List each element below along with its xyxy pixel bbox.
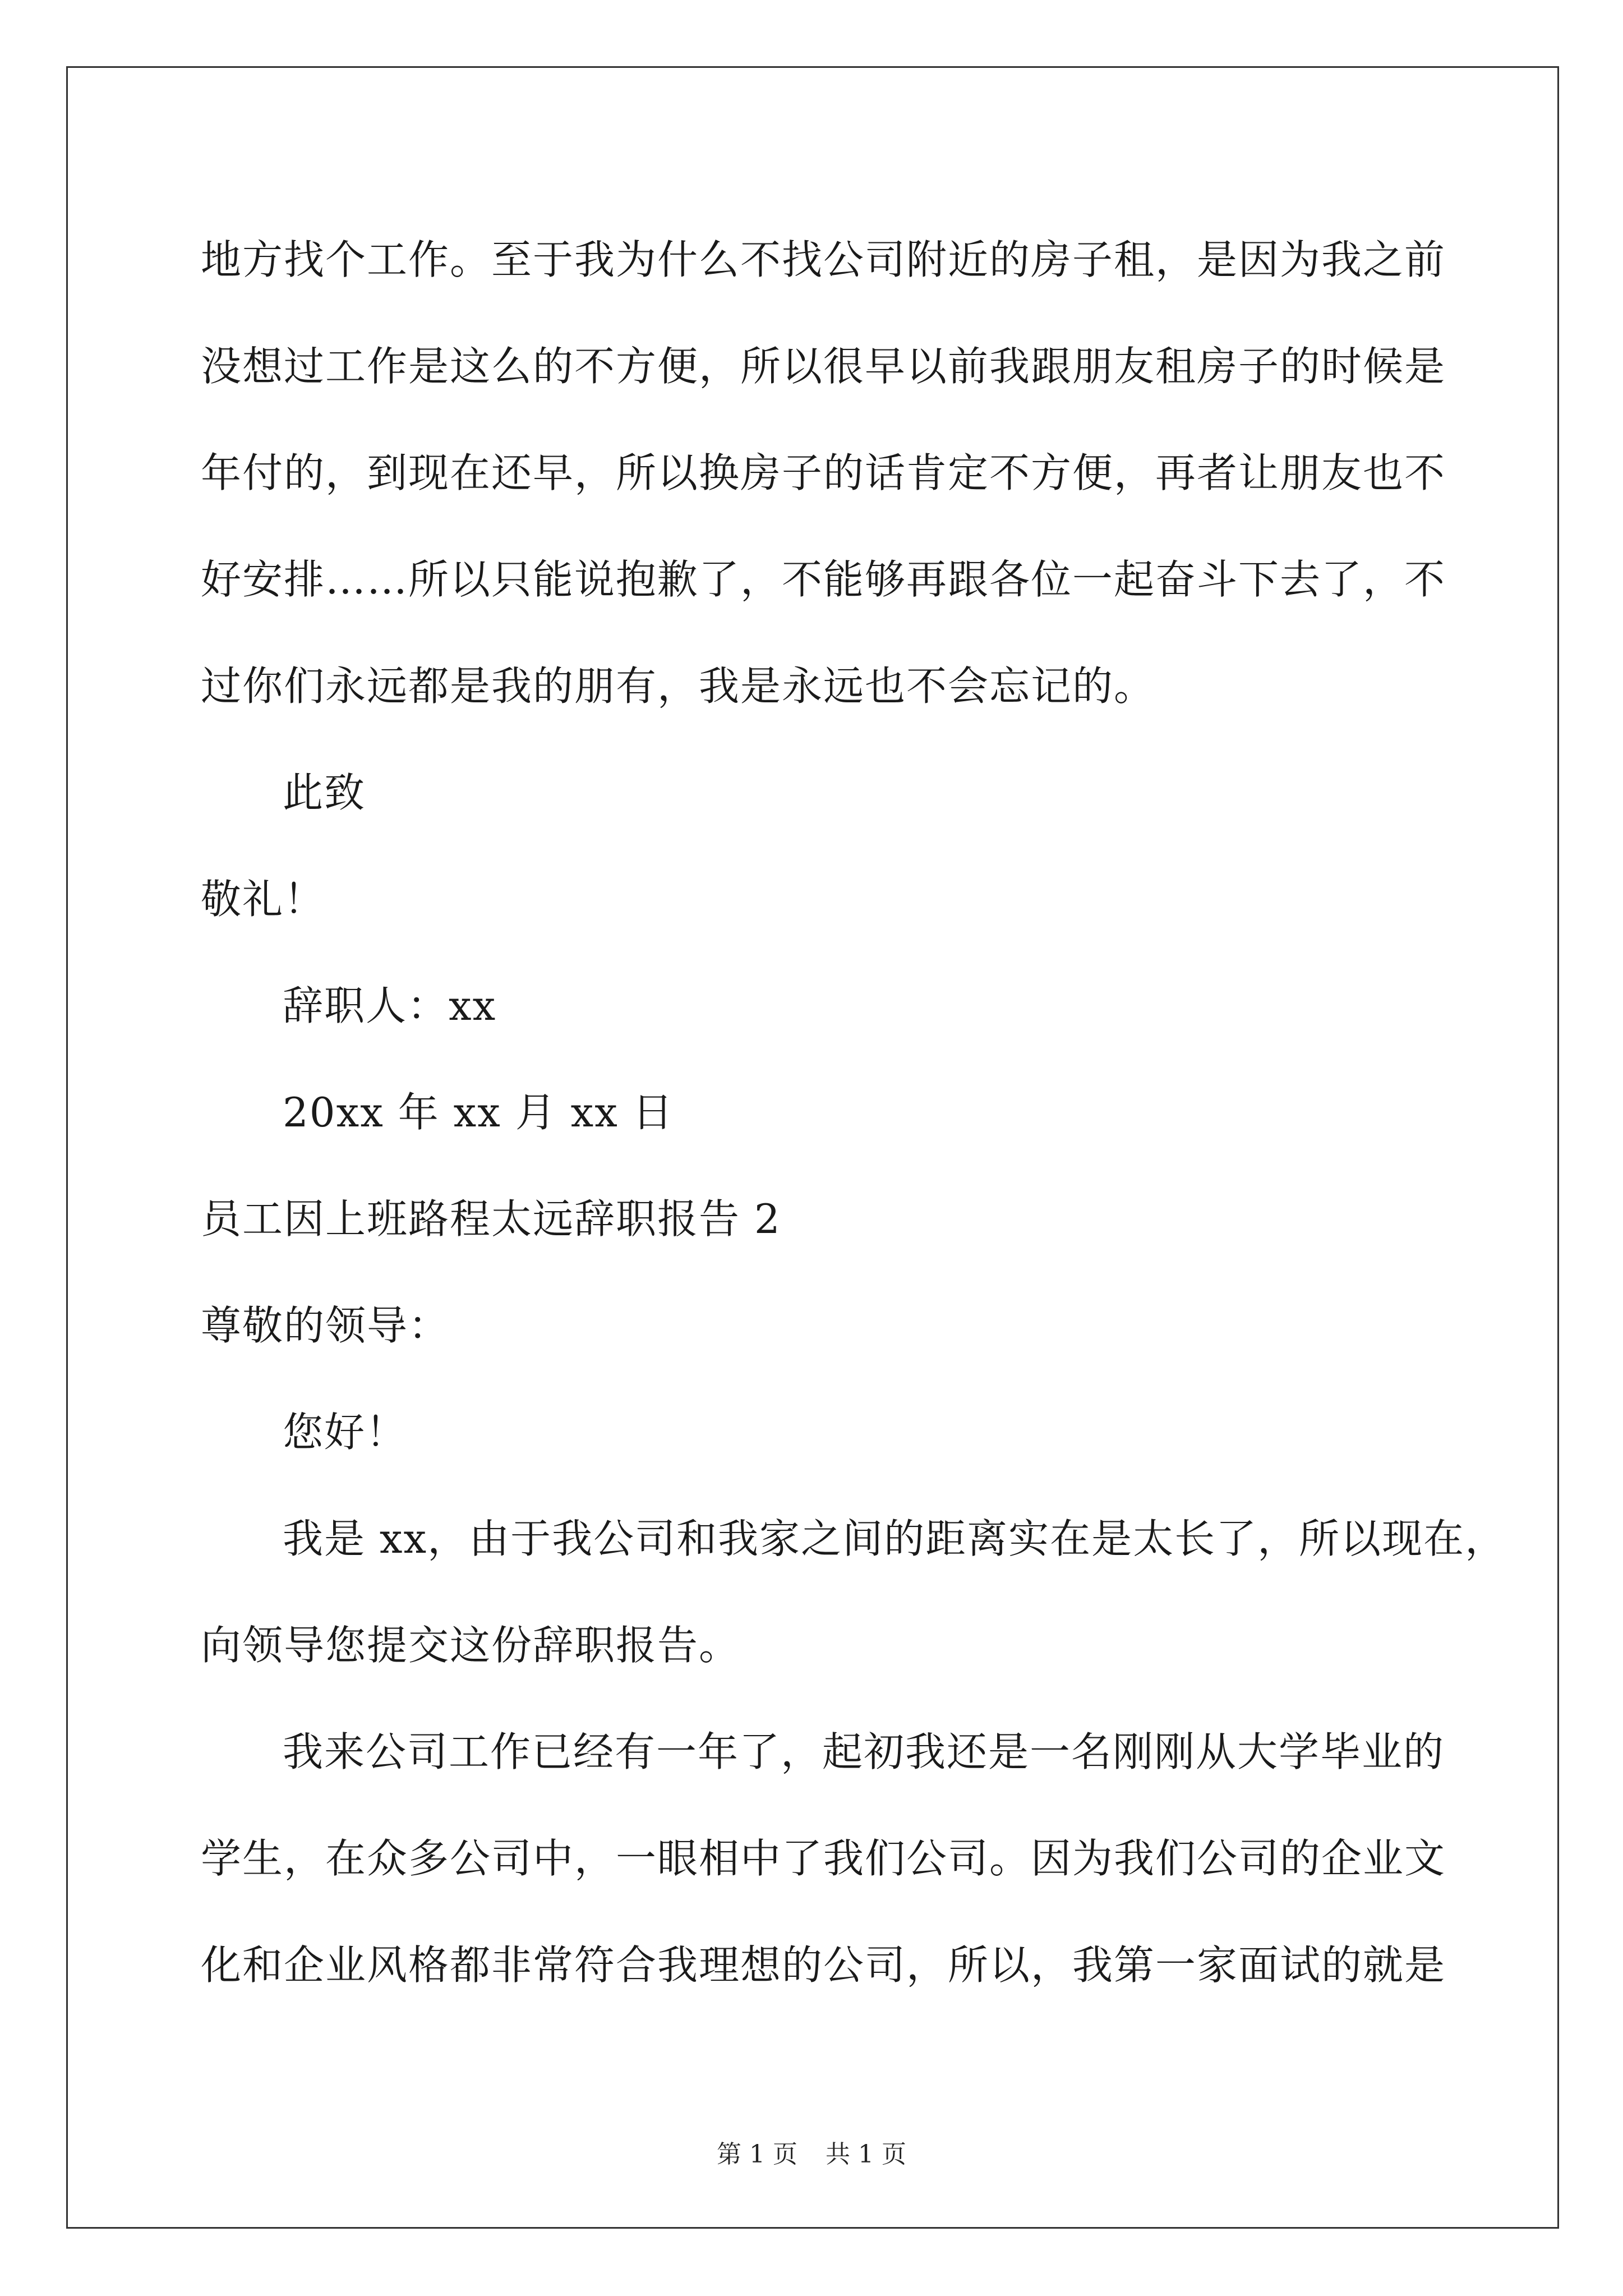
signature-name: 辞职人：xx	[283, 982, 497, 1029]
paragraph-line: 我是 xx，由于我公司和我家之间的距离实在是太长了，所以现在，	[283, 1515, 1507, 1562]
paragraph-line: 过你们永远都是我的朋有，我是永远也不会忘记的。	[201, 662, 1156, 710]
greeting: 您好！	[283, 1409, 408, 1456]
paragraph-line: 学生，在众多公司中，一眼相中了我们公司。因为我们公司的企业文	[201, 1835, 1446, 1882]
paragraph-line: 地方找个工作。至于我为什么不找公司附近的房子租，是因为我之前	[201, 236, 1446, 283]
greeting-recipient: 尊敬的领导：	[201, 1302, 450, 1349]
paragraph-line: 向领导您提交这份辞职报告。	[201, 1622, 741, 1669]
page-footer	[0, 2134, 1623, 2170]
page-number-current: 第 1 页	[717, 2140, 797, 2169]
paragraph-line: 化和企业风格都非常符合我理想的公司，所以，我第一家面试的就是	[201, 1941, 1446, 1989]
closing-regards: 敬礼！	[201, 876, 326, 923]
paragraph-line: 好安排……所以只能说抱歉了，不能够再跟各位一起奋斗下去了，不	[201, 556, 1446, 603]
paragraph-line: 我来公司工作已经有一年了，起初我还是一名刚刚从大学毕业的	[283, 1728, 1445, 1775]
paragraph-line: 年付的，到现在还早，所以换房子的话肯定不方便，再者让朋友也不	[201, 449, 1446, 496]
signature-date: 20xx 年 xx 月 xx 日	[283, 1089, 674, 1136]
page-number-total: 共 1 页	[826, 2140, 906, 2169]
section-title: 员工因上班路程太远辞职报告 2	[201, 1195, 781, 1243]
closing-salutation: 此致	[283, 769, 366, 816]
paragraph-line: 没想过工作是这么的不方便，所以很早以前我跟朋友租房子的时候是	[201, 343, 1446, 390]
document-body	[201, 206, 1507, 2018]
